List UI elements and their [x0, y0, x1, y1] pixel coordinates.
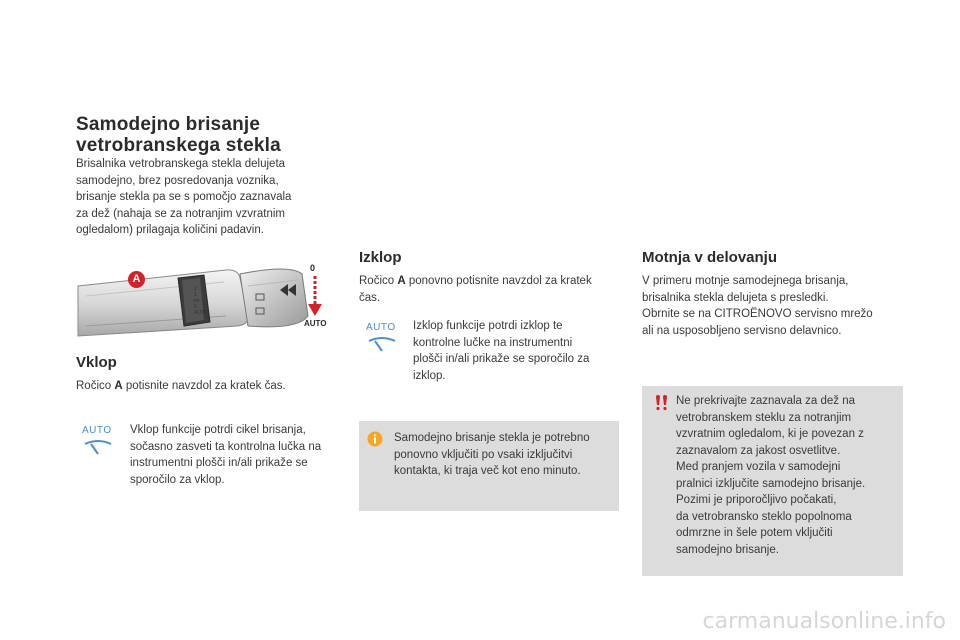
wiper-icon [82, 436, 114, 456]
vklop-heading: Vklop [76, 354, 117, 371]
izklop-text [359, 273, 611, 306]
motnja-line: V primeru motnje samodejnega brisanja, [642, 275, 849, 287]
title-line-1: Samodejno brisanje [76, 114, 261, 135]
info-icon [367, 431, 383, 447]
warning-line: zaznavalom za jakost osvetlitve. [676, 444, 841, 457]
motnja-line: brisalnika stekla delujeta s presledki. [642, 291, 829, 304]
izklop-note [413, 318, 613, 384]
vklop-note [130, 422, 340, 488]
vklop-lead: Ročico [76, 380, 112, 392]
warning-line: pralnici izključite samodejno brisanje. [676, 477, 866, 490]
izklop-text-line-1 [359, 273, 611, 290]
auto-icon-label: AUTO [366, 322, 396, 333]
ring-label: 0 [194, 304, 197, 310]
izklop-note-line: Izklop funkcije potrdi izklop te [413, 320, 563, 332]
stalk-position-auto: AUTO [304, 319, 327, 328]
info-box [359, 421, 619, 511]
intro-line: Brisalnika vetrobranskega stekla delujeta [76, 158, 286, 170]
motnja-text [642, 273, 902, 339]
izklop-rest: ponovno potisnite navzdol za kratek [405, 275, 592, 287]
stalk-position-0: 0 [310, 263, 316, 273]
vklop-note-line: sočasno zasveti ta kontrolna lučka na [130, 440, 322, 453]
warning-line: vzvratnim ogledalom, ki je povezan z [676, 428, 864, 440]
info-line: kontakta, ki traja več kot eno minuto. [394, 465, 581, 477]
warning-line: Med pranjem vozila v samodejni [676, 461, 841, 473]
title-line-2: vetrobranskega stekla [76, 135, 281, 156]
auto-icon-label: AUTO [82, 425, 112, 436]
izklop-note-line: plošči in/ali prikaže se sporočilo za [413, 353, 590, 365]
vklop-rest: potisnite navzdol za kratek čas. [122, 380, 286, 392]
auto-wiper-icon [82, 425, 118, 461]
izklop-note-line: izklop. [413, 369, 446, 382]
ring-label: 2 [194, 286, 197, 292]
vklop-note-line: instrumentni plošči in/ali prikaže se [130, 457, 308, 469]
vklop-text [76, 378, 286, 395]
warning-box [642, 386, 903, 576]
warning-line: Ne prekrivajte zaznavala za dež na [676, 395, 855, 407]
motnja-line: ali na usposobljeno servisno delavnico. [642, 324, 842, 337]
auto-wiper-icon [366, 322, 402, 358]
ring-label: Int [194, 298, 200, 304]
stalk-ring-labels [194, 286, 208, 316]
izklop-note-line: kontrolne lučke na instrumentni [413, 336, 573, 349]
wiper-icon [366, 333, 398, 353]
izklop-text-line-2: čas. [359, 291, 381, 304]
warning-line: da vetrobransko steklo popolnoma [676, 510, 852, 523]
intro-line: za dež (nahaja se za notranjim vzvratnim [76, 207, 286, 220]
vklop-note-line: sporočilo za vklop. [130, 473, 225, 486]
ring-label: 1 [194, 292, 197, 298]
motnja-heading: Motnja v delovanju [642, 249, 778, 266]
vklop-note-line: Vklop funkcije potrdi cikel brisanja, [130, 424, 306, 436]
intro-line: ogledalom) prilagaja količini padavin. [76, 224, 264, 236]
info-box-text [394, 430, 614, 480]
info-line: ponovno vključiti po vsaki izključitvi [394, 448, 573, 461]
warning-line: odmrzne in šele potem vključiti [676, 527, 833, 539]
vklop-bold-a: A [114, 380, 123, 392]
watermark: carmanualsonline.info [702, 609, 946, 634]
warning-line: Pozimi je priporočljivo počakati, [676, 494, 837, 506]
ring-label: AUTO [194, 310, 208, 316]
callout-a-label: A [132, 273, 141, 285]
warning-line: vetrobranskem steklu za notranjim [676, 411, 852, 424]
motnja-line: Obrnite se na CITROËNOVO servisno mrežo [642, 308, 873, 320]
warning-line: samodejno brisanje. [676, 543, 779, 556]
izklop-bold-a: A [397, 275, 406, 287]
intro-line: samodejno, brez posredovanja voznika, [76, 174, 279, 187]
warning-icon [650, 394, 670, 412]
callout-a [128, 271, 145, 288]
izklop-lead: Ročico [359, 275, 395, 287]
intro-line: brisanje stekla pa se s pomočjo zaznavala [76, 191, 292, 203]
intro-paragraph [76, 156, 336, 239]
warning-box-text [676, 393, 898, 558]
page-title [76, 114, 281, 156]
izklop-heading: Izklop [359, 249, 402, 266]
info-line: Samodejno brisanje stekla je potrebno [394, 432, 590, 444]
